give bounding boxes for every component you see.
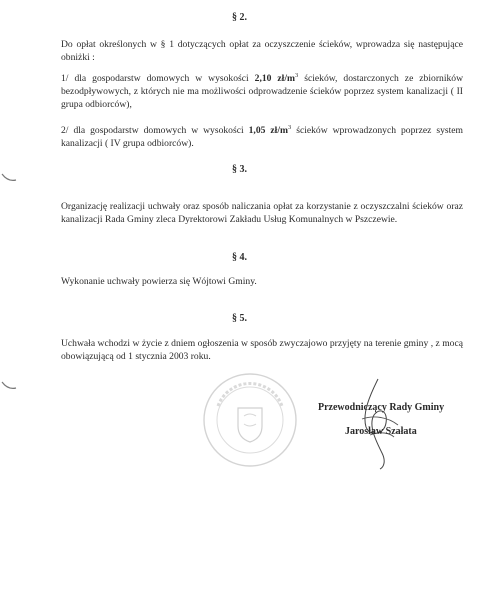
section-3-text: Organizację realizacji uchwały oraz sposób naliczania opłat za korzystanie z oczyszczalni ścieków oraz kanalizacji Rada Gminy zleca Dyrektorowi Zakładu Usług Komunalnych w Pszczewie. bbox=[61, 201, 463, 225]
signature-title: Przewodniczący Rady Gminy bbox=[318, 402, 445, 413]
signature-name: Jarosław Szałata bbox=[345, 426, 417, 437]
section-5-text: Uchwała wchodzi w życie z dniem ogłoszenia w sposób zwyczajowo przyjęty na terenie gminy , z mocą obowiązującą od 1 stycznia 2003 roku. bbox=[61, 338, 463, 362]
section-3-heading: § 3. bbox=[232, 164, 247, 175]
section-2-intro: Do opłat określonych w § 1 dotyczących opłat za oczyszczenie ścieków, wprowadza się następujące obniżki : bbox=[61, 39, 463, 63]
section-4-heading: § 4. bbox=[232, 252, 247, 263]
section-2-item-2: 2/ dla gospodarstw domowych w wysokości 1,05 $zł/m^3$ ścieków wprowadzonych poprzez system kanalizacji ( IV grupa odbiorców). bbox=[61, 123, 463, 149]
section-2-heading: § 2. bbox=[232, 12, 247, 23]
section-5-heading: § 5. bbox=[232, 313, 247, 324]
section-2-item-1: 1/ dla gospodarstw domowych w wysokości 2,10 $zł/m^3$ ścieków, dostarczonych ze zbiorników bezodpływowych, z których nie ma możliwości odprowadzenie ścieków poprzez system kanalizacji ( II grupa odbiorców), bbox=[61, 71, 464, 110]
punch-hole-mark bbox=[0, 380, 20, 394]
handwritten-signature bbox=[340, 375, 420, 470]
section-4-text: Wykonanie uchwały powierza się Wójtowi Gminy. bbox=[61, 276, 257, 287]
official-stamp bbox=[200, 370, 300, 470]
